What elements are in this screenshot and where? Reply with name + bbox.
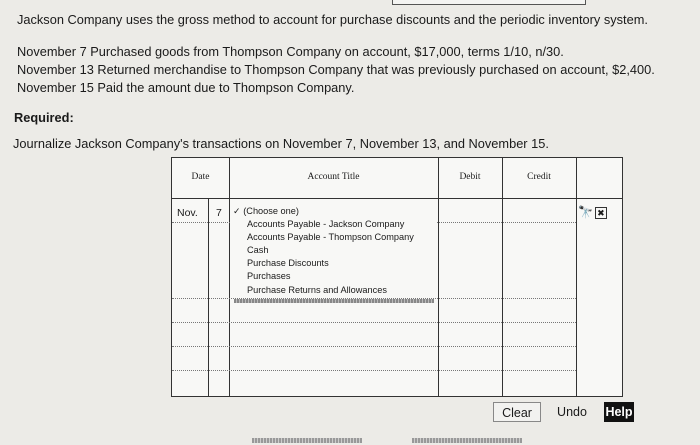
bottom-edge-fragment	[252, 438, 362, 443]
transaction-nov-15: November 15 Paid the amount due to Thompson Company.	[17, 80, 355, 95]
row-line	[172, 322, 576, 323]
bottom-edge-fragment	[412, 438, 522, 443]
instruction-text: Journalize Jackson Company's transactions on November 7, November 13, and November 15.	[13, 136, 549, 151]
help-button[interactable]: Help	[604, 402, 634, 422]
binoculars-icon[interactable]: 🔭	[578, 205, 593, 219]
header-divider	[172, 198, 622, 199]
transaction-nov-7: November 7 Purchased goods from Thompson Company on account, $17,000, terms 1/10, n/30.	[17, 44, 564, 59]
clear-button[interactable]: Clear	[493, 402, 541, 422]
dropdown-option-ap-thompson[interactable]: Accounts Payable - Thompson Company	[247, 232, 414, 243]
dropdown-option-purchase-discounts[interactable]: Purchase Discounts	[247, 258, 329, 269]
top-frame-edge	[392, 0, 586, 5]
col-divider-debit	[502, 158, 503, 396]
date-month[interactable]: Nov.	[177, 207, 198, 219]
dropdown-option-cash[interactable]: Cash	[247, 245, 269, 256]
dropdown-scroll-edge	[234, 299, 434, 303]
journal-table	[171, 157, 623, 397]
delete-row-icon[interactable]: ✖	[595, 207, 607, 219]
dropdown-selected[interactable]: ✓ (Choose one)	[233, 206, 299, 216]
problem-intro: Jackson Company uses the gross method to account for purchase discounts and the periodic inventory system.	[17, 12, 648, 27]
dropdown-option-purchase-returns[interactable]: Purchase Returns and Allowances	[247, 284, 387, 295]
transaction-nov-13: November 13 Returned merchandise to Thompson Company that was previously purchased on account, $2,400.	[17, 62, 655, 77]
col-divider-month-day	[208, 198, 209, 396]
header-account-title: Account Title	[307, 172, 360, 182]
col-divider-account	[438, 158, 439, 396]
dropdown-option-ap-jackson[interactable]: Accounts Payable - Jackson Company	[247, 219, 405, 230]
dropdown-option-purchases[interactable]: Purchases	[247, 271, 291, 282]
date-day[interactable]: 7	[216, 207, 222, 219]
header-debit: Debit	[459, 172, 481, 182]
row-line	[172, 346, 576, 347]
account-title-dropdown[interactable]	[231, 205, 436, 297]
col-divider-credit	[576, 158, 577, 396]
header-date: Date	[191, 172, 210, 182]
required-label: Required:	[14, 110, 74, 125]
row-actions	[578, 205, 607, 219]
undo-button[interactable]: Undo	[557, 405, 587, 419]
header-credit: Credit	[527, 172, 551, 182]
col-divider-date	[229, 158, 230, 396]
row-line	[172, 370, 576, 371]
